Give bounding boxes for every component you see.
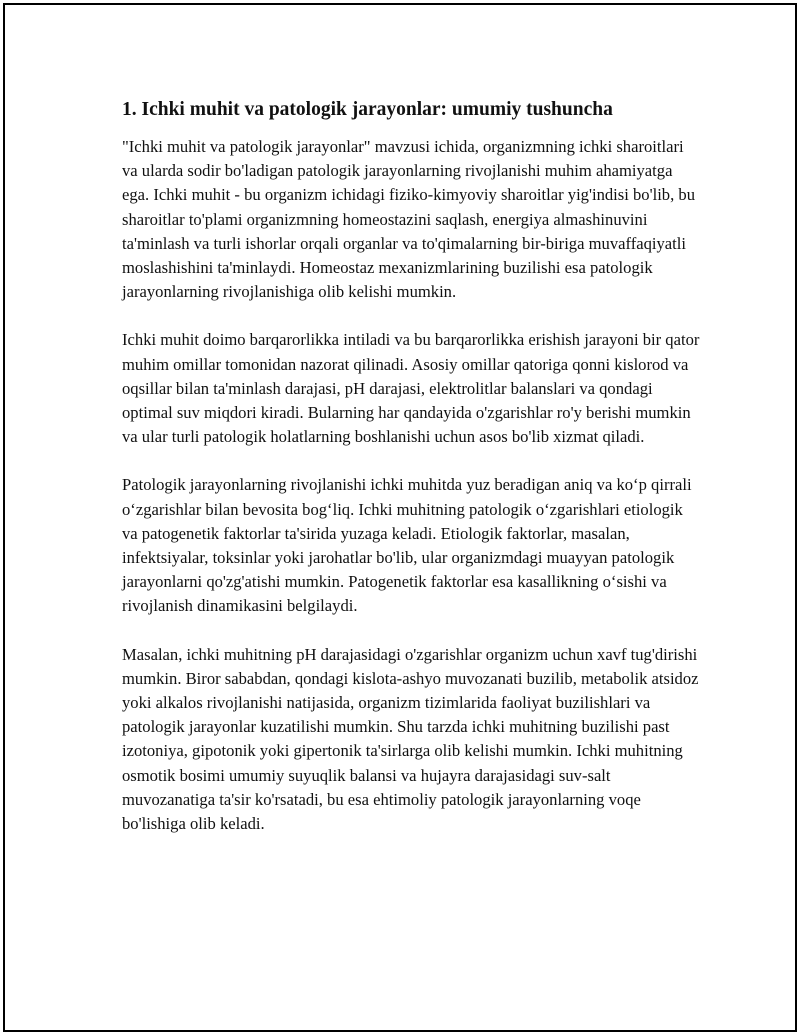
document-page (3, 3, 797, 1032)
section-heading: 1. Ichki muhit va patologik jarayonlar: umumiy tushuncha (122, 99, 613, 120)
paragraph-1: "Ichki muhit va patologik jarayonlar" mavzusi ichida, organizmning ichki sharoitlari va ularda sodir bo'ladigan patologik jarayonlarning rivojlanishi muhim ahamiyatga ega. Ichki muhit - bu organizm ichidagi fiziko-kimyoviy sharoitlar yig'indisi bo'lib, bu sharoitlar to'plami organizmning homeostazini saqlash, energiya almashinuvini ta'minlash va turli ishorlar orqali organlar va to'qimalarning bir-biriga muvaffaqiyatli moslashishini ta'minlaydi. Homeostaz mexanizmlarining buzilishi esa patologik jarayonlarning rivojlanishiga olib kelishi mumkin. (122, 137, 695, 302)
paragraph-3: Patologik jarayonlarning rivojlanishi ichki muhitda yuz beradigan aniq va ko‘p qirrali o‘zgarishlar bilan bevosita bog‘liq. Ichki muhitning patologik o‘zgarishlari etiologik va patogenetik faktorlar ta'sirida yuzaga keladi. Etiologik faktorlar, masalan, infektsiyalar, toksinlar yoki jarohatlar bo'lib, ular organizmdagi muayyan patologik jarayonlarni qo'zg'atishi mumkin. Patogenetik faktorlar esa kasallikning o‘sishi va rivojlanish dinamikasini belgilaydi. (122, 475, 692, 616)
document-body (122, 97, 702, 860)
paragraph-4: Masalan, ichki muhitning pH darajasidagi o'zgarishlar organizm uchun xavf tug'dirishi mumkin. Biror sababdan, qondagi kislota-ashyo muvozanati buzilib, metabolik atsidoz yoki alkalos rivojlanishi natijasida, organizm tizimlarida faoliyat buzilishlari va patologik jarayonlar kuzatilishi mumkin. Shu tarzda ichki muhitning buzilishi past izotoniya, gipotonik yoki gipertonik ta'sirlarga olib kelishi mumkin. Ichki muhitning osmotik bosimi umumiy suyuqlik balansi va hujayra darajasidagi suv-salt muvozanatiga ta'sir ko'rsatadi, bu esa ehtimoliy patologik jarayonlarning voqe bo'lishiga olib keladi. (122, 644, 699, 834)
paragraph-2: Ichki muhit doimo barqarorlikka intiladi va bu barqarorlikka erishish jarayoni bir qator muhim omillar tomonidan nazorat qilinadi. Asosiy omillar qatoriga qonni kislorod va oqsillar bilan ta'minlash darajasi, pH darajasi, elektrolitlar balanslari va qondagi optimal suv miqdori kiradi. Bularning har qandayida o'zgarishlar ro'y berishi mumkin va ular turli patologik holatlarning boshlanishi uchun asos bo'lib xizmat qiladi. (122, 330, 700, 447)
